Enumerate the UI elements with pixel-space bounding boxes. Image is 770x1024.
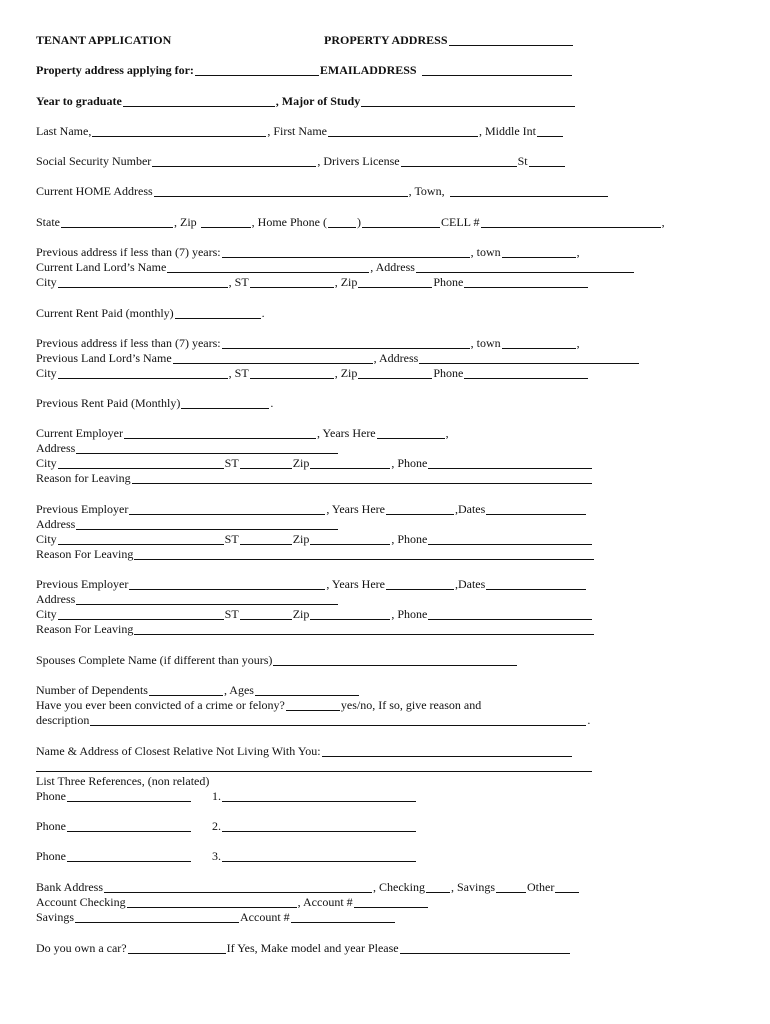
relative-second-line-field[interactable] xyxy=(36,760,592,772)
license-state-label: St xyxy=(517,154,528,168)
car-row xyxy=(36,940,571,955)
current-rent-label: Current Rent Paid (monthly) xyxy=(36,306,174,320)
convicted-row xyxy=(36,697,481,712)
prev-address-1-town-label: , town xyxy=(470,245,501,259)
ssn-field[interactable] xyxy=(152,155,316,167)
employer-phone-field[interactable] xyxy=(428,457,592,469)
previous-employer-2-address-row xyxy=(36,591,339,606)
area-code-field[interactable] xyxy=(328,216,356,228)
zip-field[interactable] xyxy=(358,367,432,379)
make-model-field[interactable] xyxy=(400,942,570,954)
prev-address-1-row xyxy=(36,244,580,259)
savings-account-label: Savings xyxy=(36,910,75,924)
zip-field[interactable] xyxy=(358,276,432,288)
prev-address-2-town-label: , town xyxy=(470,336,501,350)
employer-phone-field[interactable] xyxy=(428,533,592,545)
dates-label: ,Dates xyxy=(454,577,486,591)
applying-for-field[interactable] xyxy=(195,64,319,76)
convicted-label: Have you ever been convicted of a crime or felony? xyxy=(36,698,285,712)
yes-no-label: yes/no, If so, give reason and xyxy=(340,698,482,712)
current-landlord-address-label: , Address xyxy=(370,260,415,274)
employer-st-label: ST xyxy=(224,456,239,470)
relative-second-line-row xyxy=(36,758,593,773)
first-name-field[interactable] xyxy=(328,125,478,137)
last-name-field[interactable] xyxy=(92,125,266,137)
checking-label: , Checking xyxy=(373,880,425,894)
name-row xyxy=(36,123,564,138)
graduate-row xyxy=(36,93,576,108)
city-field[interactable] xyxy=(58,276,228,288)
ssn-row xyxy=(36,153,566,168)
zip-field[interactable] xyxy=(201,216,251,228)
spouse-label: Spouses Complete Name (if different than yours) xyxy=(36,653,273,667)
dates-label: ,Dates xyxy=(454,502,486,516)
employer-city-field[interactable] xyxy=(58,533,224,545)
year-to-graduate-label: Year to graduate xyxy=(36,94,122,108)
home-address-label: Current HOME Address xyxy=(36,184,153,198)
home-address-row xyxy=(36,183,609,198)
savings-label: , Savings xyxy=(451,880,496,894)
own-car-label: Do you own a car? xyxy=(36,941,127,955)
reference-phone-label: Phone xyxy=(36,819,66,833)
previous-landlord-row xyxy=(36,350,640,365)
reference-1-number: 1. xyxy=(212,789,221,803)
reference-2-phone-field[interactable] xyxy=(67,820,191,832)
current-landlord-address-field[interactable] xyxy=(416,261,634,273)
prev-address-1-label: Previous address if less than (7) years: xyxy=(36,245,221,259)
prev-address-2-label: Previous address if less than (7) years: xyxy=(36,336,221,350)
reason-for-leaving-field[interactable] xyxy=(134,623,594,635)
employer-zip-field[interactable] xyxy=(310,533,390,545)
cell-field[interactable] xyxy=(481,216,661,228)
previous-employer-1-row xyxy=(36,501,587,516)
years-here-field[interactable] xyxy=(386,503,454,515)
dependents-field[interactable] xyxy=(149,684,223,696)
previous-employer-1-city-row xyxy=(36,531,593,546)
current-employer-label: Current Employer xyxy=(36,426,123,440)
reference-1-name-field[interactable] xyxy=(222,790,416,802)
ages-label: , Ages xyxy=(223,683,254,697)
prev-address-2-town-field[interactable] xyxy=(502,337,576,349)
employer-address-label: Address xyxy=(36,592,76,606)
account-number-label: , Account # xyxy=(297,895,353,909)
years-here-label: , Years Here xyxy=(326,502,385,516)
current-reason-row xyxy=(36,470,593,485)
major-label: , Major of Study xyxy=(275,94,361,108)
employer-city-label: City xyxy=(36,456,57,470)
previous-employer-1-reason-row xyxy=(36,546,595,561)
previous-employer-2-row xyxy=(36,576,587,591)
state-field[interactable] xyxy=(61,216,173,228)
employer-st-field[interactable] xyxy=(240,533,292,545)
employer-st-label: ST xyxy=(224,607,239,621)
ssn-label: Social Security Number xyxy=(36,154,152,168)
email-label: EMAILADDRESS xyxy=(319,63,417,77)
savings-account-row xyxy=(36,909,396,924)
year-to-graduate-field[interactable] xyxy=(123,95,275,107)
employer-phone-label: , Phone xyxy=(391,456,428,470)
make-model-label: If Yes, Make model and year Please xyxy=(226,941,399,955)
reason-for-leaving-label: Reason For Leaving xyxy=(36,622,134,636)
own-car-field[interactable] xyxy=(128,942,226,954)
account-checking-field[interactable] xyxy=(127,896,297,908)
dates-field[interactable] xyxy=(486,578,586,590)
current-rent-period: . xyxy=(261,306,265,320)
property-address-row xyxy=(324,32,574,47)
last-name-label: Last Name, xyxy=(36,124,92,138)
middle-int-field[interactable] xyxy=(537,125,563,137)
current-landlord-label: Current Land Lord’s Name xyxy=(36,260,167,274)
employer-address-field[interactable] xyxy=(76,593,338,605)
city-field[interactable] xyxy=(58,367,228,379)
drivers-license-label: , Drivers License xyxy=(317,154,400,168)
employer-address-field[interactable] xyxy=(76,518,338,530)
reference-2-name-field[interactable] xyxy=(222,820,416,832)
previous-employer-2-reason-row xyxy=(36,621,595,636)
employer-phone-label: , Phone xyxy=(391,607,428,621)
home-phone-label: , Home Phone ( xyxy=(251,215,327,229)
convicted-field[interactable] xyxy=(286,699,340,711)
st-field[interactable] xyxy=(250,367,334,379)
previous-landlord-address-label: , Address xyxy=(373,351,419,365)
years-here-field[interactable] xyxy=(377,427,445,439)
employer-city-label: City xyxy=(36,532,57,546)
license-state-field[interactable] xyxy=(529,155,565,167)
previous-landlord-field[interactable] xyxy=(173,352,373,364)
account-checking-row xyxy=(36,894,429,909)
previous-rent-field[interactable] xyxy=(181,397,269,409)
relative-field[interactable] xyxy=(322,745,572,757)
city-label: City xyxy=(36,275,57,289)
phone-label: Phone xyxy=(433,275,464,289)
employer-st-field[interactable] xyxy=(240,608,292,620)
st-field[interactable] xyxy=(250,276,334,288)
relative-row xyxy=(36,743,573,758)
references-heading: List Three References, (non related) xyxy=(36,774,210,788)
employer-st-label: ST xyxy=(224,532,239,546)
town-field[interactable] xyxy=(450,185,608,197)
applying-for-row xyxy=(36,62,573,77)
checking-field[interactable] xyxy=(426,881,450,893)
reference-3-number: 3. xyxy=(212,849,221,863)
major-field[interactable] xyxy=(361,95,575,107)
reference-3-phone-field[interactable] xyxy=(67,850,191,862)
current-employer-city-row xyxy=(36,455,593,470)
savings-field[interactable] xyxy=(496,881,526,893)
current-rent-field[interactable] xyxy=(175,307,261,319)
description-label: description xyxy=(36,713,90,727)
current-rent-row xyxy=(36,305,265,320)
email-field[interactable] xyxy=(422,64,572,76)
employer-zip-label: Zip xyxy=(292,607,310,621)
reference-2-number: 2. xyxy=(212,819,221,833)
property-address-field[interactable] xyxy=(449,34,573,46)
employer-address-label: Address xyxy=(36,517,76,531)
zip-label: , Zip xyxy=(174,215,197,229)
ages-field[interactable] xyxy=(255,684,359,696)
st-label: , ST xyxy=(228,366,249,380)
prev-address-1-comma: , xyxy=(576,245,580,259)
paren-close: ) xyxy=(357,215,361,229)
spouse-field[interactable] xyxy=(273,654,517,666)
years-here-label: , Years Here xyxy=(316,426,376,440)
home-address-field[interactable] xyxy=(154,185,408,197)
reference-phone-label: Phone xyxy=(36,789,66,803)
account-number-field[interactable] xyxy=(354,896,428,908)
zip-label: , Zip xyxy=(334,366,358,380)
other-field[interactable] xyxy=(555,881,579,893)
reference-3-name-field[interactable] xyxy=(222,850,416,862)
prev-address-2-comma: , xyxy=(576,336,580,350)
previous-rent-label: Previous Rent Paid (Monthly) xyxy=(36,396,181,410)
employer-phone-label: , Phone xyxy=(391,532,428,546)
st-label: , ST xyxy=(228,275,249,289)
current-landlord-row xyxy=(36,259,635,274)
dependents-row xyxy=(36,682,360,697)
reason-for-leaving-field[interactable] xyxy=(132,472,592,484)
current-landlord-city-row xyxy=(36,274,589,289)
employer-city-field[interactable] xyxy=(58,608,224,620)
description-period: . xyxy=(587,713,591,727)
phone-label: Phone xyxy=(433,366,464,380)
prev-address-2-row xyxy=(36,335,580,350)
form-title: TENANT APPLICATION xyxy=(36,33,172,47)
prev-address-1-town-field[interactable] xyxy=(502,246,576,258)
years-here-comma: , xyxy=(445,426,449,440)
employer-zip-label: Zip xyxy=(292,532,310,546)
savings-account-field[interactable] xyxy=(75,911,239,923)
previous-employer-field[interactable] xyxy=(129,503,325,515)
years-here-label: , Years Here xyxy=(326,577,385,591)
description-field[interactable] xyxy=(90,714,586,726)
first-name-label: , First Name xyxy=(267,124,327,138)
other-label: Other xyxy=(527,880,555,894)
savings-account-number-label: Account # xyxy=(240,910,290,924)
reference-1-row xyxy=(36,788,417,803)
reference-1-phone-field[interactable] xyxy=(67,790,191,802)
previous-landlord-label: Previous Land Lord’s Name xyxy=(36,351,172,365)
employer-zip-label: Zip xyxy=(292,456,310,470)
employer-city-field[interactable] xyxy=(58,457,224,469)
description-row xyxy=(36,712,590,727)
employer-phone-field[interactable] xyxy=(428,608,592,620)
employer-zip-field[interactable] xyxy=(310,457,390,469)
employer-city-label: City xyxy=(36,607,57,621)
zip-label: , Zip xyxy=(334,275,358,289)
employer-address-field[interactable] xyxy=(76,442,338,454)
previous-landlord-city-row xyxy=(36,365,589,380)
city-label: City xyxy=(36,366,57,380)
previous-rent-period: . xyxy=(270,396,274,410)
reason-for-leaving-label: Reason for Leaving xyxy=(36,471,131,485)
property-address-label: PROPERTY ADDRESS xyxy=(324,33,448,47)
savings-account-number-field[interactable] xyxy=(291,911,395,923)
town-label: , Town, xyxy=(408,184,445,198)
phone-field[interactable] xyxy=(464,276,588,288)
current-employer-row xyxy=(36,425,449,440)
previous-employer-label: Previous Employer xyxy=(36,577,129,591)
bank-address-label: Bank Address xyxy=(36,880,103,894)
employer-zip-field[interactable] xyxy=(310,608,390,620)
bank-address-row xyxy=(36,879,580,894)
dates-field[interactable] xyxy=(486,503,586,515)
current-landlord-field[interactable] xyxy=(167,261,369,273)
applying-for-label: Property address applying for: xyxy=(36,63,194,77)
employer-address-label: Address xyxy=(36,441,76,455)
current-employer-address-row xyxy=(36,440,339,455)
reference-phone-label: Phone xyxy=(36,849,66,863)
employer-st-field[interactable] xyxy=(240,457,292,469)
relative-label: Name & Address of Closest Relative Not Living With You: xyxy=(36,744,321,758)
current-employer-field[interactable] xyxy=(124,427,316,439)
account-checking-label: Account Checking xyxy=(36,895,126,909)
prev-address-1-field[interactable] xyxy=(222,246,470,258)
middle-int-label: , Middle Int xyxy=(478,124,536,138)
prev-address-2-field[interactable] xyxy=(222,337,470,349)
phone-field[interactable] xyxy=(464,367,588,379)
previous-rent-row xyxy=(36,395,273,410)
previous-employer-1-address-row xyxy=(36,516,339,531)
previous-landlord-address-field[interactable] xyxy=(419,352,639,364)
previous-employer-label: Previous Employer xyxy=(36,502,129,516)
state-label: State xyxy=(36,215,60,229)
cell-label: CELL # xyxy=(441,215,480,229)
references-heading-row xyxy=(36,773,209,788)
home-phone-field[interactable] xyxy=(362,216,440,228)
reference-3-row xyxy=(36,848,417,863)
years-here-field[interactable] xyxy=(386,578,454,590)
drivers-license-field[interactable] xyxy=(401,155,517,167)
state-phone-row xyxy=(36,214,665,229)
bank-address-field[interactable] xyxy=(104,881,372,893)
reason-for-leaving-label: Reason For Leaving xyxy=(36,547,134,561)
cell-comma: , xyxy=(661,215,665,229)
dependents-label: Number of Dependents xyxy=(36,683,148,697)
previous-employer-field[interactable] xyxy=(129,578,325,590)
previous-employer-2-city-row xyxy=(36,606,593,621)
reason-for-leaving-field[interactable] xyxy=(134,548,594,560)
reference-2-row xyxy=(36,818,417,833)
spouse-row xyxy=(36,652,518,667)
title-row xyxy=(36,32,171,47)
